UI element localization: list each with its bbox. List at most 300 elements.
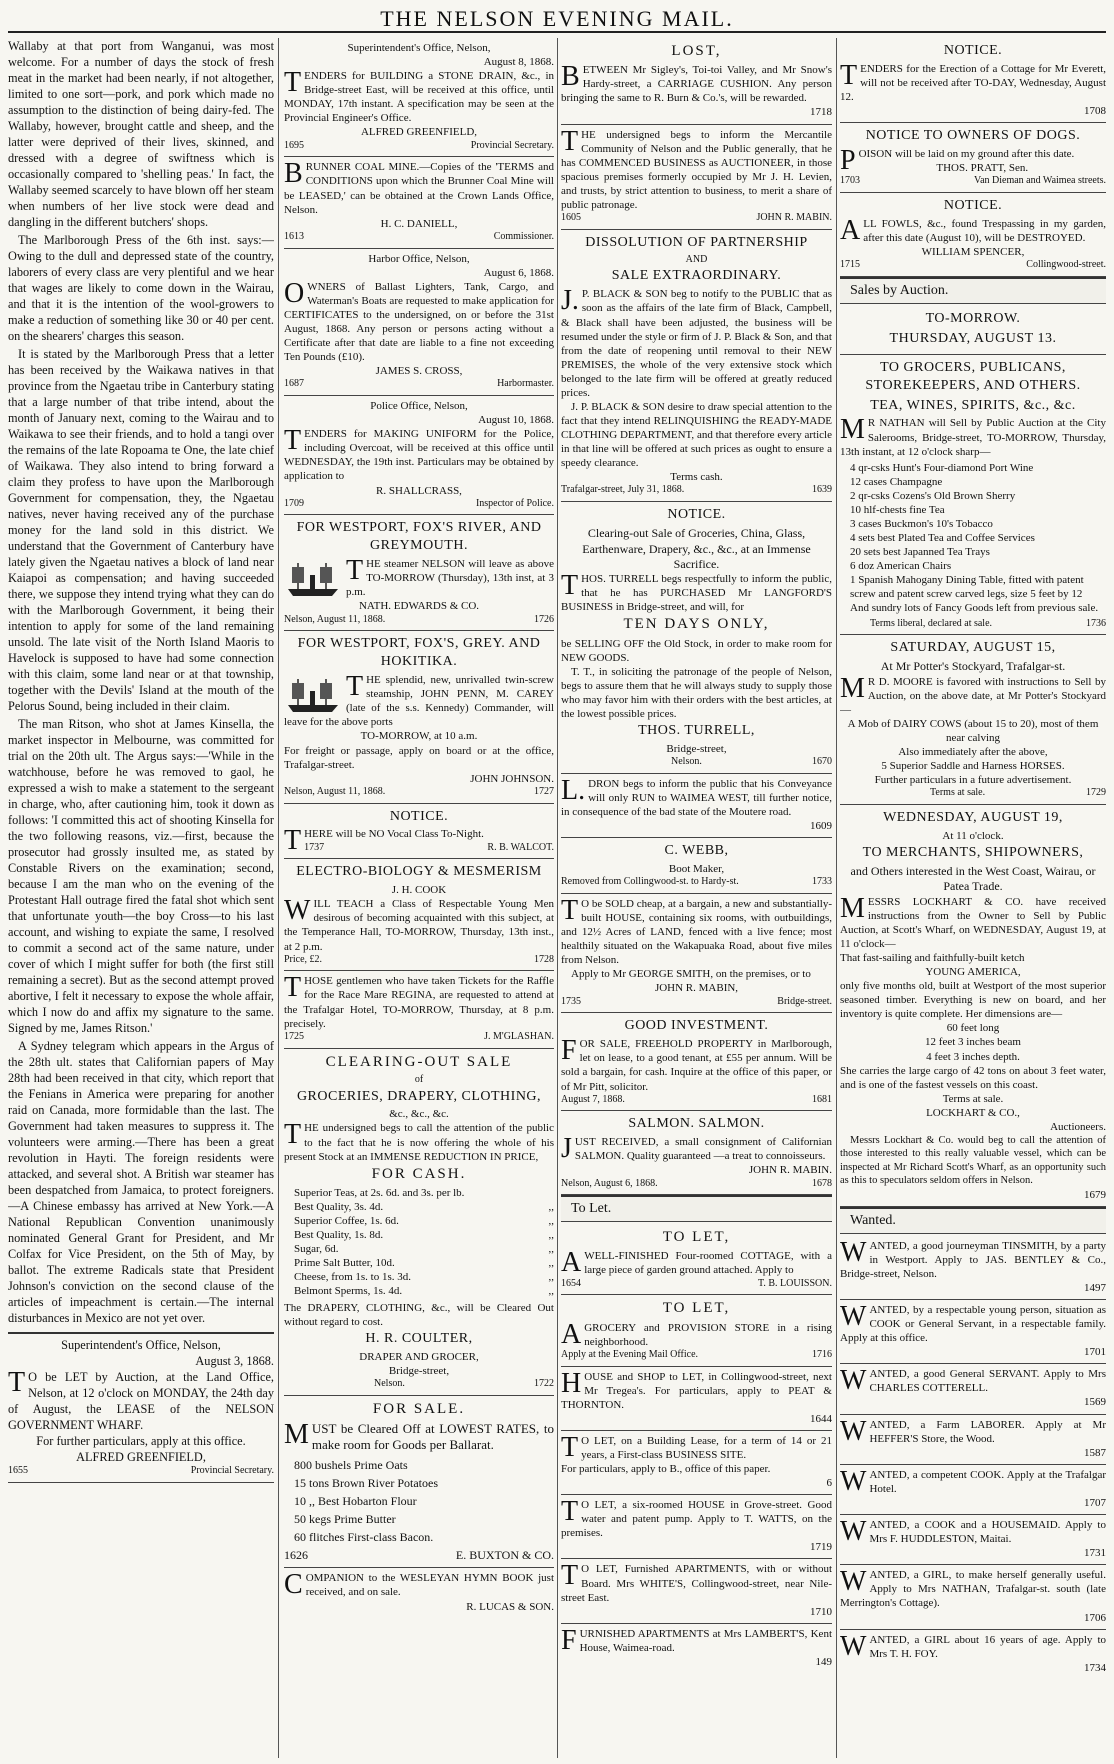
article-paragraph: Wallaby at that port from Wanganui, was most welcome. For a number of days the stock of fresh meat in the market had been nearly, if not altogether, limited to one sort—pork, and pork which made no assumption to the distinction of being dairy-fed. The Wallaby, however, brought cattle and sheep, and the latter were deprived of their lives, skinned, and dressed with a degree of swiftness which is occasionally compared to 'shelling peas.' In fact, the Wallaby seemed scarcely to have blown off her steam when numbers of her live stock were dead and dangling in the different butchers' shops. [8, 39, 274, 229]
ad-body-2: J. P. BLACK & SON desire to draw special attention to the fact that they intend RELINQUISHING the READY-MADE CLOTHING DEPARTMENT, and that therefore every article in that line will be offered at such prices as ought to ensure a speedy clearance. [561, 401, 832, 470]
ad-footer [840, 618, 1106, 631]
goods-item: 50 kegs Prime Butter [294, 1511, 396, 1526]
ad-body: J.P. BLACK & SON beg to notify to the PUBLIC that as soon as the affairs of the late firm of Black, Campbell, & Black shall have been adjusted, the business will be resumed under the style or firm of J. P. Black & Son, and that from the date of reopening until removal to their NEW PREMISES, the whole of the very extensive stock which belonged to the late firm will be offered at greatly reduced prices. [561, 285, 832, 399]
ad-office: Police Office, Nelson, [370, 400, 468, 413]
ad-body: WANTED, a GIRL about 16 years of age. Apply to Mrs T. H. FOY. [840, 1630, 1106, 1662]
lockhart-auction-ad [840, 805, 1106, 1207]
goods-item: 60 flitches First-class Bacon. [294, 1529, 434, 1544]
column-rule [836, 38, 837, 1758]
good-investment-ad [561, 1013, 832, 1111]
wanted-ad [840, 1630, 1106, 1679]
ad-date: August 10, 1868. [478, 414, 554, 427]
price-item: Cheese, from 1s. to 1s. 3d. ,, [294, 1271, 554, 1284]
ad-further: For further particulars, apply at this office. [36, 1434, 246, 1448]
ad-street: Bridge-street, [666, 743, 727, 756]
building-lease-ad [561, 1431, 832, 1495]
ad-place: Nelson. [374, 1377, 405, 1389]
ad-date: August 3, 1868. [195, 1354, 274, 1368]
ad-terms: Terms liberal, declared at sale. [870, 617, 993, 629]
ad-heading: TO LET, [662, 1300, 731, 1317]
ad-signature: JOHN R. MABIN. [756, 211, 832, 223]
goods-item: 15 tons Brown River Potatoes [294, 1475, 438, 1490]
ad-subheading: TEA, WINES, SPIRITS, &c., &c. [870, 397, 1076, 413]
ad-subheading: GROCERIES, DRAPERY, CLOTHING, [296, 1088, 542, 1104]
ad-note: The DRAPERY, CLOTHING, &c., will be Cleared Out without regard to cost. [284, 1301, 554, 1328]
ad-footer [284, 140, 554, 153]
police-uniform-tender-ad [284, 396, 554, 515]
ad-number: 1626 [284, 1547, 308, 1562]
ad-body: FURNISHED APARTMENTS at Mrs LAMBERT'S, Kent House, Waimea-road. [561, 1624, 832, 1656]
ad-place: Collingwood-street. [1026, 259, 1106, 271]
ad-footer [561, 1178, 832, 1191]
boot-maker-ad [561, 838, 832, 894]
ad-body: AGROCERY and PROVISION STORE in a rising neighborhood. [561, 1318, 832, 1350]
for-sale-ad [284, 1396, 554, 1569]
auction-lot: 4 sets best Plated Tea and Coffee Services [850, 532, 1035, 545]
column-rule [557, 38, 558, 1758]
ad-footer [561, 484, 832, 497]
ad-body: BETWEEN Mr Sigley's, Toi-toi Valley, and Mr Snow's Hardy-street, a CARRIAGE CUSHION. Any person bringing the same to R. Burn & Co.'s, will be rewarded. [561, 61, 832, 105]
ad-footer [284, 1548, 554, 1563]
ad-trade: DRAPER AND GROCER, [359, 1350, 479, 1363]
ad-signature: JOHN R. MABIN. [748, 1164, 832, 1177]
price-list [294, 1186, 554, 1299]
ad-heading: CLEARING-OUT SALE [325, 1053, 513, 1070]
price-item: Superior Coffee, 1s. 6d. ,, [294, 1215, 554, 1228]
ad-number: 1497 [1084, 1281, 1106, 1294]
ad-heading: LOST, [671, 43, 722, 59]
ad-street: Bridge-street. [777, 995, 832, 1007]
ad-number: 1587 [1084, 1446, 1106, 1459]
ad-number: 1605 [561, 211, 581, 223]
store-to-let-ad [561, 1295, 832, 1366]
wanted-ad [840, 1465, 1106, 1515]
ad-number: 1718 [810, 106, 832, 119]
ad-body: WANTED, a Farm LABORER. Apply at Mr HEFFER'S Store, the Wood. [840, 1415, 1106, 1447]
conveyance-ad [561, 774, 832, 838]
ad-body: AWELL-FINISHED Four-roomed COTTAGE, with a large piece of garden ground attached. Apply to [561, 1247, 832, 1279]
auction-lot: 1 Spanish Mahogany Dining Table, fitted with patent screw and patent screw carved legs, size 5 feet by 12 [850, 574, 1084, 601]
auction-lot: And sundry lots of Fancy Goods left from previous sale. [850, 602, 1099, 615]
auction-lot: 20 sets best Japanned Tea Trays [850, 546, 990, 559]
ad-terms: Terms cash. [670, 471, 723, 484]
ad-number: 1609 [810, 820, 832, 833]
ad-terms: Terms at sale. [942, 1092, 1004, 1105]
ad-heading: GOOD INVESTMENT. [624, 1018, 769, 1034]
wharf-lease-ad [8, 1332, 274, 1483]
ad-day: TO-MORROW. [925, 310, 1021, 326]
ad-number: 1703 [840, 175, 860, 187]
ad-body: THOS. TURRELL begs respectfully to inform the public, that he has PURCHASED Mr LANGFORD'S BUSINESS in Bridge-street, and will, for [561, 570, 832, 614]
ad-body: THOSE gentlemen who have taken Tickets for the Raffle for the Race Mare REGINA, are requested to attend at the Trafalgar Hotel, TO-MORROW, Thursday, at 8 p.m. precisely. [284, 972, 554, 1030]
turrell-notice-ad [561, 502, 832, 774]
ad-body: WILL TEACH a Class of Respectable Young Men desirous of becoming acquainted with this subject, at the Temperance Hall, TO-MORROW, Thursday, 13th inst., at 2 p.m. [284, 895, 554, 953]
ad-title: Commissioner. [493, 230, 554, 242]
ad-title: Provincial Secretary. [470, 139, 554, 151]
ad-signature: THOS. PRATT, Sen. [936, 162, 1029, 175]
ad-signature: JOHN JOHNSON. [470, 772, 554, 785]
ad-number: 1729 [1086, 787, 1106, 799]
ad-place: Nelson, August 6, 1868. [561, 1177, 658, 1189]
ad-body: THERE will be NO Vocal Class To-Night. [284, 825, 484, 857]
fowls-notice [840, 193, 1106, 277]
ad-footer [561, 756, 832, 769]
ad-of: of [414, 1073, 424, 1085]
ad-number: 1670 [812, 756, 832, 768]
ad-subheading: At Mr Potter's Stockyard, Trafalgar-st. [880, 659, 1066, 674]
ad-dimension: 60 feet long [946, 1022, 1000, 1035]
ad-cargo: She carries the large cargo of 42 tons on about 3 feet water, and is one of the fastest vessels on this coast. [840, 1064, 1106, 1091]
ad-number: 1569 [1084, 1396, 1106, 1409]
ad-ten-days: TEN DAYS ONLY, [623, 616, 770, 633]
ad-footer [284, 498, 554, 511]
ad-footer [561, 876, 832, 889]
ad-body: WANTED, a competent COOK. Apply at the Trafalgar Hotel. [840, 1465, 1106, 1497]
ad-body: MR D. MOORE is favored with instructions to Sell by Auction, on the above date, at Mr Potter's Stockyard— [840, 672, 1106, 716]
ad-number: 1737 [304, 841, 325, 853]
article-paragraph: A Sydney telegram which appears in the Argus of the 28th ult. states that Californian papers of May 28th had been received in that city, which report that the Fenians in America were preparing for another raid on Canada, more formidable than the last. The Government had taken measures to suppress it. The volunteers were arming.—There has been a great revolution in Hayti. The foreign residents were attacked, and several shot. A British war steamer has been despatched from Jamaica, to protect foreigners.—A Chinese embassy has arrived at New York.—A National Republican Convention unanimously nominated General Grant for President, and Mr Colfax for Vice President, on the 5th of May, by ballot. The extreme Radicals state that President Johnson's conviction on the second clause of the articles of impeachment is certain.—The internal disturbances in Mexico are not yet over. [8, 1039, 274, 1325]
ad-heading: FOR SALE. [372, 1400, 466, 1417]
ad-signature: JAMES S. CROSS, [375, 365, 463, 378]
ad-ship-name: YOUNG AMERICA, [925, 966, 1021, 979]
ad-body: WANTED, a good journeyman TINSMITH, by a party in Westport. Apply to JAS. BENTLEY & Co., Bridge-street, Nelson. [840, 1236, 1106, 1280]
ad-time: At 11 o'clock. [942, 829, 1004, 842]
ad-number: 1639 [812, 484, 832, 496]
ad-number: 1701 [1084, 1346, 1106, 1359]
ad-body-3: T. T., in soliciting the patronage of the people of Nelson, begs to assure them that he will always study to supply those who may favor him with their orders with the best articles, at the lowest possible prices. [561, 665, 832, 721]
ad-title: Auctioneers. [1050, 1120, 1106, 1133]
wanted-ad [840, 1300, 1106, 1364]
auctioneer-ad [561, 125, 832, 230]
ad-footer [561, 996, 832, 1009]
to-let-section-heading: To Let. [561, 1195, 832, 1222]
ad-number: 1706 [1084, 1611, 1106, 1624]
article-paragraph: The Marlborough Press of the 6th inst. says:—Owing to the dull and depressed state of the country, laborers of every class are very plentiful and we hear that wages are likely to come down in the Wairau, and that it is the intention of the wool-growers to make a reduction of something like 30 or 40 per cent. on the shearers' charges this season. [8, 233, 274, 343]
ad-cash: FOR CASH. [371, 1165, 467, 1182]
ad-number: 6 [826, 1477, 832, 1490]
wanted-section-heading: Wanted. [840, 1207, 1106, 1234]
ad-footer [284, 1031, 554, 1044]
steamship-icon [284, 559, 342, 599]
ad-body: TO be LET by Auction, at the Land Office, Nelson, at 12 o'clock on MONDAY, the 24th day of August, the LEASE of the NELSON GOVERNMENT WHARF. [8, 1367, 274, 1432]
ad-signature: R. B. WALCOT. [487, 841, 554, 853]
ad-footer [8, 1465, 274, 1478]
stone-drain-tender-ad [284, 38, 554, 157]
ad-dimension: 4 feet 3 inches depth. [926, 1050, 1020, 1063]
ad-further: Further particulars in a future advertisement. [874, 774, 1072, 787]
ad-number: 1728 [534, 953, 554, 965]
ad-body: MR NATHAN will Sell by Public Auction at the City Salerooms, Bridge-street, TO-MORROW, Thursday, 13th instant, at 12 o'clock sharp— [840, 414, 1106, 458]
article-paragraph: The man Ritson, who shot at James Kinsella, the market inspector in Melbourne, was committed for trial on the 20th ult. The Argus says:—'While in the watchhouse, before he was removed to gaol, he expressed a wish to make a statement to the sergeant in charge, who, after cautioning him, took it down as follows: 'I committed this act of shooting Kinsella for the two following reasons, viz.—first, because the prosecutor had grossly insulted me, as stated by Constable Rivers on the examination; second, because I am the man who on the evening of the Protestant Hall outrage fired the fatal shot which sent that unfortunate youth—the boy Cross—to his last account, and wishing to expiate the same, I resolved to commit a second act of the same nature, under cover of which I might suffer for both (the first still remaining a secret). But as the second attempt proved abortive, I felt it necessary to expose the whole affair, which I now do and affix my signature to the same. Signed by me, James Ritson.' [8, 717, 274, 1035]
price-item: Best Quality, 1s. 8d. ,, [294, 1229, 554, 1242]
ad-number: 1735 [561, 995, 581, 1007]
goods-item: 800 bushels Prime Oats [294, 1457, 408, 1472]
ad-heading: ELECTRO-BIOLOGY & MESMERISM [296, 864, 542, 880]
lost-cushion-ad [561, 38, 832, 125]
ad-heading: FOR WESTPORT, FOX'S RIVER, AND GREYMOUTH. [296, 520, 542, 554]
ad-footer [284, 786, 554, 799]
ad-body: THE undersigned begs to inform the Mercantile Community of Nelson and the Public generally, that he has COMMENCED BUSINESS as AUCTIONEER, in those spacious premises formerly occupied by Mr J. H. Levien, and trusts, by strict attention to business, to merit a share of public patronage. [561, 125, 832, 211]
ad-signature: R. LUCAS & SON. [466, 1600, 554, 1613]
column-3 [561, 38, 832, 1758]
ad-body: ALL FOWLS, &c., found Trespassing in my garden, after this date (August 10), will be DESTROYED. [840, 214, 1106, 246]
ad-office: Superintendent's Office, Nelson, [347, 42, 491, 54]
ad-signature: JOHN R. MABIN, [654, 982, 739, 995]
ad-footer [284, 954, 554, 967]
ad-body: COMPANION to the WESLEYAN HYMN BOOK just received, and on sale. [284, 1569, 554, 1601]
ad-number: 1687 [284, 378, 304, 390]
ad-body: THE splendid, new, unrivalled twin-screw steamship, JOHN PENN, M. CAREY (late of the s.s. Kennedy) Commander, will leave for the above ports [284, 671, 554, 729]
ad-footer [561, 212, 832, 225]
ad-place: Nelson, August 11, 1868. [284, 613, 386, 625]
ad-place: Nelson. [671, 756, 702, 768]
ad-signature: ALFRED GREENFIELD, [360, 126, 478, 139]
ad-signature: E. BUXTON & CO. [455, 1547, 554, 1562]
ad-etc: &c., &c., &c. [389, 1108, 449, 1121]
furnished-apartments-ad [561, 1624, 832, 1673]
hymn-book-ad [284, 1568, 554, 1617]
ad-number: 1727 [534, 785, 554, 797]
ad-heading: C. WEBB, [664, 843, 729, 859]
goods-list [294, 1456, 554, 1546]
ad-body: BRUNNER COAL MINE.—Copies of the 'TERMS and CONDITIONS upon which the Brunner Coal Mine will be LEASED,' can be obtained at the Crown Lands Office, Nelson. [284, 158, 554, 216]
ad-number: 1655 [8, 1465, 28, 1476]
ad-body: MESSRS LOCKHART & CO. have received instructions from the Owner to Sell by Public Auction, at Scott's Wharf, on WEDNESDAY, August 19, at 11 o'clock— [840, 892, 1106, 950]
raffle-ad [284, 971, 554, 1048]
ad-number: 1681 [812, 1093, 832, 1105]
ad-heading: WEDNESDAY, AUGUST 19, [883, 810, 1063, 826]
ad-signature: H. C. DANIELL, [380, 217, 458, 230]
ad-line: 5 Superior Saddle and Harness HORSES. [881, 760, 1065, 773]
ad-signature: R. SHALLCRASS, [376, 484, 462, 497]
ad-footer [840, 787, 1106, 800]
ad-subheading-2: and Others interested in the West Coast, Wairau, or Patea Trade. [850, 863, 1096, 894]
ad-place: Trafalgar-street, July 31, 1868. [561, 484, 685, 496]
clearing-out-sale-ad [284, 1049, 554, 1396]
ad-body: L.DRON begs to inform the public that his Conveyance will only RUN to WAIMEA WEST, till further notice, in consequence of the bad state of the Moutere road. [561, 774, 832, 819]
ad-body: WANTED, a COOK and a HOUSEMAID. Apply to Mrs F. HUDDLESTON, Maitai. [840, 1516, 1106, 1548]
auction-lots [850, 461, 1106, 616]
auction-lot: 6 doz American Chairs [850, 560, 952, 573]
ad-heading: DISSOLUTION OF PARTNERSHIP [585, 234, 808, 250]
ad-footer [284, 614, 554, 627]
ad-apply: Apply at the Evening Mail Office. [561, 1348, 699, 1360]
steamship-icon [284, 675, 342, 715]
sales-by-auction-heading: Sales by Auction. [840, 277, 1106, 304]
ad-heading: FOR WESTPORT, FOX'S, GREY. AND HOKITIKA. [297, 636, 541, 670]
cottage-tender-notice [840, 38, 1106, 123]
ad-body: POISON will be laid on my ground after this date. [840, 145, 1075, 177]
ad-footer [284, 378, 554, 391]
dissolution-ad [561, 230, 832, 503]
ad-number: 1715 [840, 259, 860, 271]
cottage-to-let-ad [561, 1224, 832, 1295]
ad-number: 1716 [812, 1348, 832, 1360]
ad-apply: For particulars, apply to B., office of this paper. [561, 1462, 771, 1475]
wanted-ad [840, 1236, 1106, 1300]
ad-date: THURSDAY, AUGUST 13. [889, 330, 1057, 346]
ad-number: 1654 [561, 1277, 581, 1289]
newspaper-title: THE NELSON EVENING MAIL. [380, 6, 734, 31]
ad-body: THE steamer NELSON will leave as above TO-MORROW (Thursday), 13th inst, at 3 p.m. [346, 555, 554, 599]
house-for-sale-ad [561, 894, 832, 1013]
price-item: Superior Teas, at 2s. 6d. and 3s. per lb. [294, 1186, 465, 1199]
ad-number: 1679 [1084, 1188, 1106, 1201]
ad-body: OWNERS of Ballast Lighters, Tank, Cargo, and Waterman's Boats are requested to make application for CERTIFICATES to the undersigned, on or before the 31st August, 1868. Any person or persons acting without a Certificate after that date are liable to a fine not exceeding Ten Pounds (£10). [284, 277, 554, 364]
ad-subheading: Clearing-out Sale of Groceries, China, Glass, Earthenware, Drapery, &c., &c., at an Immense Sacrifice. [582, 526, 811, 571]
ad-terms: Terms at sale. [930, 787, 986, 799]
ad-signature: J. M'GLASHAN. [484, 1030, 554, 1042]
ad-footer [284, 231, 554, 244]
ad-when: TO-MORROW, at 10 a.m. [360, 730, 478, 743]
salmon-ad [561, 1111, 832, 1195]
ad-title: Inspector of Police. [475, 497, 554, 509]
ad-subheading: TO MERCHANTS, SHIPOWNERS, [862, 845, 1084, 861]
ad-footer [561, 1278, 832, 1291]
moore-auction-ad [840, 635, 1106, 805]
ad-signature: T. B. LOUISSON. [758, 1277, 832, 1289]
masthead [0, 0, 1114, 34]
ad-desc: only five months old, built at Westport of the most superior seasoned timber. Everything is new on board, and her inventory is quite complete. Her dimensions are— [840, 980, 1106, 1021]
ballast-lighters-ad [284, 249, 554, 397]
ad-signature: LOCKHART & CO., [926, 1106, 1020, 1119]
column-4 [840, 38, 1106, 1758]
ad-note: Messrs Lockhart & Co. would beg to call the attention of those interested to this really valuable vessel, which can be inspected at Mr Richard Scott's Wharf, as an opportunity such as this to speculators seldom offers in Nelson. [840, 1134, 1106, 1187]
masthead-rule [8, 31, 1106, 33]
column-2 [284, 38, 554, 1758]
ad-number: 1678 [812, 1177, 832, 1189]
steamship-john-penn-ad [284, 631, 554, 803]
ad-number: 1695 [284, 139, 304, 151]
ad-extra: For freight or passage, apply on board or at the office, Trafalgar-street. [284, 744, 554, 771]
ad-footer [840, 175, 1106, 188]
ad-footer [284, 1378, 554, 1391]
auction-lot: 3 cases Buckmon's 10's Tobacco [850, 518, 993, 530]
ad-date: August 8, 1868. [483, 56, 554, 69]
ad-heading: SATURDAY, AUGUST 15, [890, 640, 1056, 656]
ad-body: HOUSE and SHOP to LET, in Collingwood-street, next Mr Tregea's. For particulars, apply to PEAT & THORNTON. [561, 1367, 832, 1411]
ad-place: August 7, 1868. [561, 1093, 625, 1105]
wanted-ad [840, 1565, 1106, 1629]
ad-number: 1734 [1084, 1661, 1106, 1674]
ad-body: TENDERS for MAKING UNIFORM for the Police, including Overcoat, will be received at this office until WEDNESDAY, the 19th inst. Particulars may be obtained by application to [284, 425, 554, 483]
ad-and: AND [685, 253, 708, 265]
ad-heading: SALMON. SALMON. [628, 1116, 765, 1132]
ad-footer [561, 1349, 832, 1362]
brunner-coal-mine-ad [284, 157, 554, 248]
ad-heading: TO GROCERS, PUBLICANS, STOREKEEPERS, AND OTHERS. [865, 359, 1081, 393]
ad-heading: NOTICE. [667, 507, 726, 523]
ad-signature: H. R. COULTER, [365, 1330, 473, 1346]
tomorrow-auction-block [840, 306, 1106, 355]
ad-body: THE undersigned begs to call the attention of the public to the fact that he is now offering the whole of his present Stock at an IMMENSE REDUCTION IN PRICE, [284, 1119, 554, 1163]
ad-body: TO LET, on a Building Lease, for a term of 14 or 21 years, a First-class BUSINESS SITE. [561, 1431, 832, 1463]
ad-office: Superintendent's Office, Nelson, [61, 1338, 221, 1352]
price-item: Prime Salt Butter, 10d. ,, [294, 1257, 554, 1270]
vocal-class-notice [284, 804, 554, 860]
ad-body: TO be SOLD cheap, at a bargain, a new and substantially-built HOUSE, containing six rooms, with outbuildings, and 12½ Acres of LAND, fenced with a live fence; most healthily situated on the Wakapuaka Road, about five miles from Nelson. [561, 895, 832, 967]
ad-signature: ALFRED GREENFIELD, [76, 1450, 206, 1464]
price-item: Sugar, 6d. ,, [294, 1243, 554, 1256]
mesmerism-ad [284, 859, 554, 971]
ad-street: Bridge-street, [388, 1364, 450, 1377]
ad-number: 1736 [1086, 617, 1106, 629]
ad-footer [840, 259, 1106, 272]
house-shop-to-let-ad [561, 1367, 832, 1431]
ad-heading: NOTICE. [943, 43, 1003, 58]
ad-title: Provincial Secretary. [190, 1465, 274, 1476]
ad-heading: NOTICE TO OWNERS OF DOGS. [865, 128, 1081, 144]
ad-signature: NATH. EDWARDS & CO. [358, 600, 480, 613]
auction-lot: 10 hlf-chests fine Tea [850, 503, 945, 516]
ad-number: 1719 [810, 1541, 832, 1554]
ad-that: That fast-sailing and faithfully-built ketch [840, 951, 1025, 964]
goods-item: 10 ,, Best Hobarton Flour [294, 1493, 417, 1508]
auction-lot: 12 cases Champagne [850, 475, 943, 488]
ad-number: 1733 [812, 876, 832, 888]
wanted-ad [840, 1415, 1106, 1465]
ad-office: Harbor Office, Nelson, [368, 252, 470, 265]
ad-price: Price, £2. [284, 953, 323, 965]
ad-number: 1722 [534, 1377, 554, 1389]
ad-body: WANTED, a good General SERVANT. Apply to Mrs CHARLES COTTERELL. [840, 1365, 1106, 1397]
ad-line: A Mob of DAIRY COWS (about 15 to 20), most of them near calving [847, 717, 1099, 744]
ad-number: 1725 [284, 1030, 304, 1042]
ad-number: 1708 [1084, 105, 1106, 118]
column-rule [278, 38, 279, 1758]
ad-number: 1644 [810, 1412, 832, 1425]
ad-dimension: 12 feet 3 inches beam [925, 1036, 1021, 1049]
ad-heading: NOTICE. [389, 808, 449, 824]
ad-number: 149 [815, 1655, 832, 1668]
ad-name: J. H. COOK [391, 884, 447, 897]
ad-place: Nelson, August 11, 1868. [284, 785, 386, 797]
column-1 [8, 38, 274, 1758]
apartments-ad [561, 1559, 832, 1623]
ad-signature: WILLIAM SPENCER, [921, 246, 1025, 259]
dogs-notice [840, 123, 1106, 193]
ad-body: TO LET, Furnished APARTMENTS, with or without Board. Mrs WHITE'S, Collingwood-street, near Nile-street East. [561, 1560, 832, 1604]
ad-number: 1707 [1084, 1496, 1106, 1509]
wanted-ad [840, 1364, 1106, 1414]
ad-body: WANTED, a GIRL, to make herself generally useful. Apply to Mrs NATHAN, Trafalgar-st. south (late Merrington's Cottage). [840, 1566, 1106, 1610]
ad-heading: TO LET, [662, 1229, 731, 1246]
price-item: Belmont Sperms, 1s. 4d. ,, [294, 1285, 554, 1298]
ad-heading-2: SALE EXTRAORDINARY. [611, 268, 782, 284]
ad-body: TENDERS for BUILDING a STONE DRAIN, &c., in Bridge-street East, will be received at this office, until MONDAY, 17th instant. A specification may be seen at the Provincial Engineer's Office. [284, 67, 554, 125]
wanted-ad [840, 1515, 1106, 1565]
ad-signature: THOS. TURRELL, [638, 723, 755, 739]
ad-body: Removed from Collingwood-st. to Hardy-st. [561, 876, 739, 888]
ad-number: 1709 [284, 497, 304, 509]
ad-heading: NOTICE. [943, 198, 1003, 214]
ad-footer [304, 842, 554, 855]
ad-body: TENDERS for the Erection of a Cottage for Mr Everett, will not be received after TO-DAY, Wednesday, August 12. [840, 59, 1106, 104]
steamer-nelson-ad [284, 515, 554, 631]
nathan-auction-ad [840, 355, 1106, 636]
grove-street-house-ad [561, 1495, 832, 1559]
ad-number: 1710 [810, 1605, 832, 1618]
ad-footer [561, 1094, 832, 1107]
ad-number: 1613 [284, 230, 304, 242]
ad-number: 1731 [1084, 1547, 1106, 1560]
ad-body: FOR SALE, FREEHOLD PROPERTY in Marlborough, let on lease, to a good tenant, at £55 per annum. Will be sold a bargain, for cash. Inquire at the office of this paper, or of Mr Pitt, solicitor. [561, 1035, 832, 1093]
ad-number: 1726 [534, 613, 554, 625]
ad-body: WANTED, by a respectable young person, situation as COOK or General Servant, in a respectable family. Apply at this office. [840, 1301, 1106, 1345]
price-item: Best Quality, 3s. 4d. ,, [294, 1200, 554, 1213]
ad-line: Also immediately after the above, [898, 746, 1048, 758]
ad-place: Van Dieman and Waimea streets. [973, 175, 1106, 187]
